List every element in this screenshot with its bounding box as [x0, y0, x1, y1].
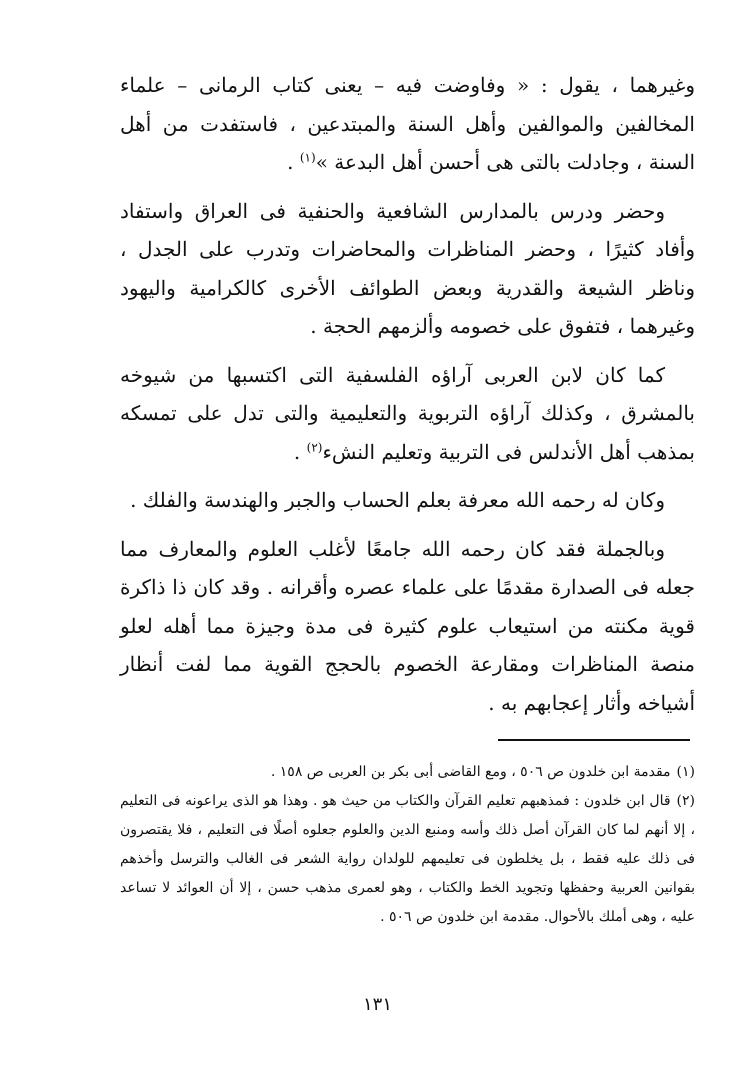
footnotes	[120, 758, 695, 932]
footnote-ref-2: (٢)	[306, 439, 323, 454]
paragraph-4	[120, 481, 695, 520]
footnote-ref-1: (١)	[299, 150, 316, 165]
paragraph-2-text: وحضر ودرس بالمدارس الشافعية والحنفية فى العراق واستفاد وأفاد كثيرًا ، وحضر المناظرات والمحاضرات وتدرب على الجدل ، وناظر الشيعة والقدرية وبعض الطوائف الأخرى كالكرامية واليهود وغيرهما ، فتفوق على خصومه وألزمهم الحجة .	[120, 198, 695, 338]
footnote-1	[120, 758, 695, 787]
paragraph-1	[120, 66, 695, 182]
paragraph-3-text: كما كان لابن العربى آراؤه الفلسفية التى اكتسبها من شيوخه بالمشرق ، وكذلك آراؤه التربوية والتعليمية والتى تدل على تمسكه بمذهب أهل الأندلس فى التربية وتعليم النشء	[120, 362, 695, 464]
paragraph-2	[120, 192, 695, 346]
paragraph-5	[120, 530, 695, 723]
paragraph-1-tail: .	[287, 150, 300, 174]
paragraph-1-text: وغيرهما ، يقول : « وفاوضت فيه – يعنى كتاب الرمانى – علماء المخالفين والموالفين وأهل السنة والمبتدعين ، فاستفدت من أهل السنة ، وجادلت بالتى هى أحسن أهل البدعة »	[120, 73, 695, 174]
paragraph-3	[120, 356, 695, 472]
paragraph-4-text: وكان له رحمه الله معرفة بعلم الحساب والجبر والهندسة والفلك .	[130, 488, 665, 512]
footnote-2-label: (٢)	[676, 793, 695, 809]
footnote-2-text: قال ابن خلدون : فمذهبهم تعليم القرآن والكتاب من حيث هو . وهذا هو الذى يراعونه فى التعليم ، إلا أنهم لما كان القرآن أصل ذلك وأسه ومنبع الدين والعلوم جعلوه أصلًا فى التعليم ، فلا يقتصرون فى ذلك عليه فقط ، بل يخلطون فى تعليمهم للولدان رواية الشعر فى الغالب والترسل وأخذهم بقوانين العربية وحفظها وتجويد الخط والكتاب ، وهو لعمرى مذهب حسن ، إلا أن العوائد لا تساعد عليه ، وهى أملك بالأحوال. مقدمة ابن خلدون ص ٥٠٦ .	[120, 793, 695, 925]
paragraph-5-text: وبالجملة فقد كان رحمه الله جامعًا لأغلب العلوم والمعارف مما جعله فى الصدارة مقدمًا على علماء عصره وأقرانه . وقد كان ذا ذاكرة قوية مكنته من استيعاب علوم كثيرة فى مدة وجيزة مما أهله لعلو منصة المناظرات ومقارعة الخصوم بالحجج القوية مما لفت أنظار أشياخه وأثار إعجابهم به .	[120, 536, 695, 715]
paragraph-3-tail: .	[293, 439, 307, 464]
footnote-1-text: مقدمة ابن خلدون ص ٥٠٦ ، ومع القاضى أبى بكر بن العربى ص ١٥٨ .	[270, 764, 671, 780]
main-text	[120, 66, 695, 732]
footnote-separator	[498, 739, 690, 741]
page-number: ١٣١	[362, 994, 392, 1015]
footnote-1-label: (١)	[676, 764, 695, 780]
footnote-2	[120, 787, 695, 932]
